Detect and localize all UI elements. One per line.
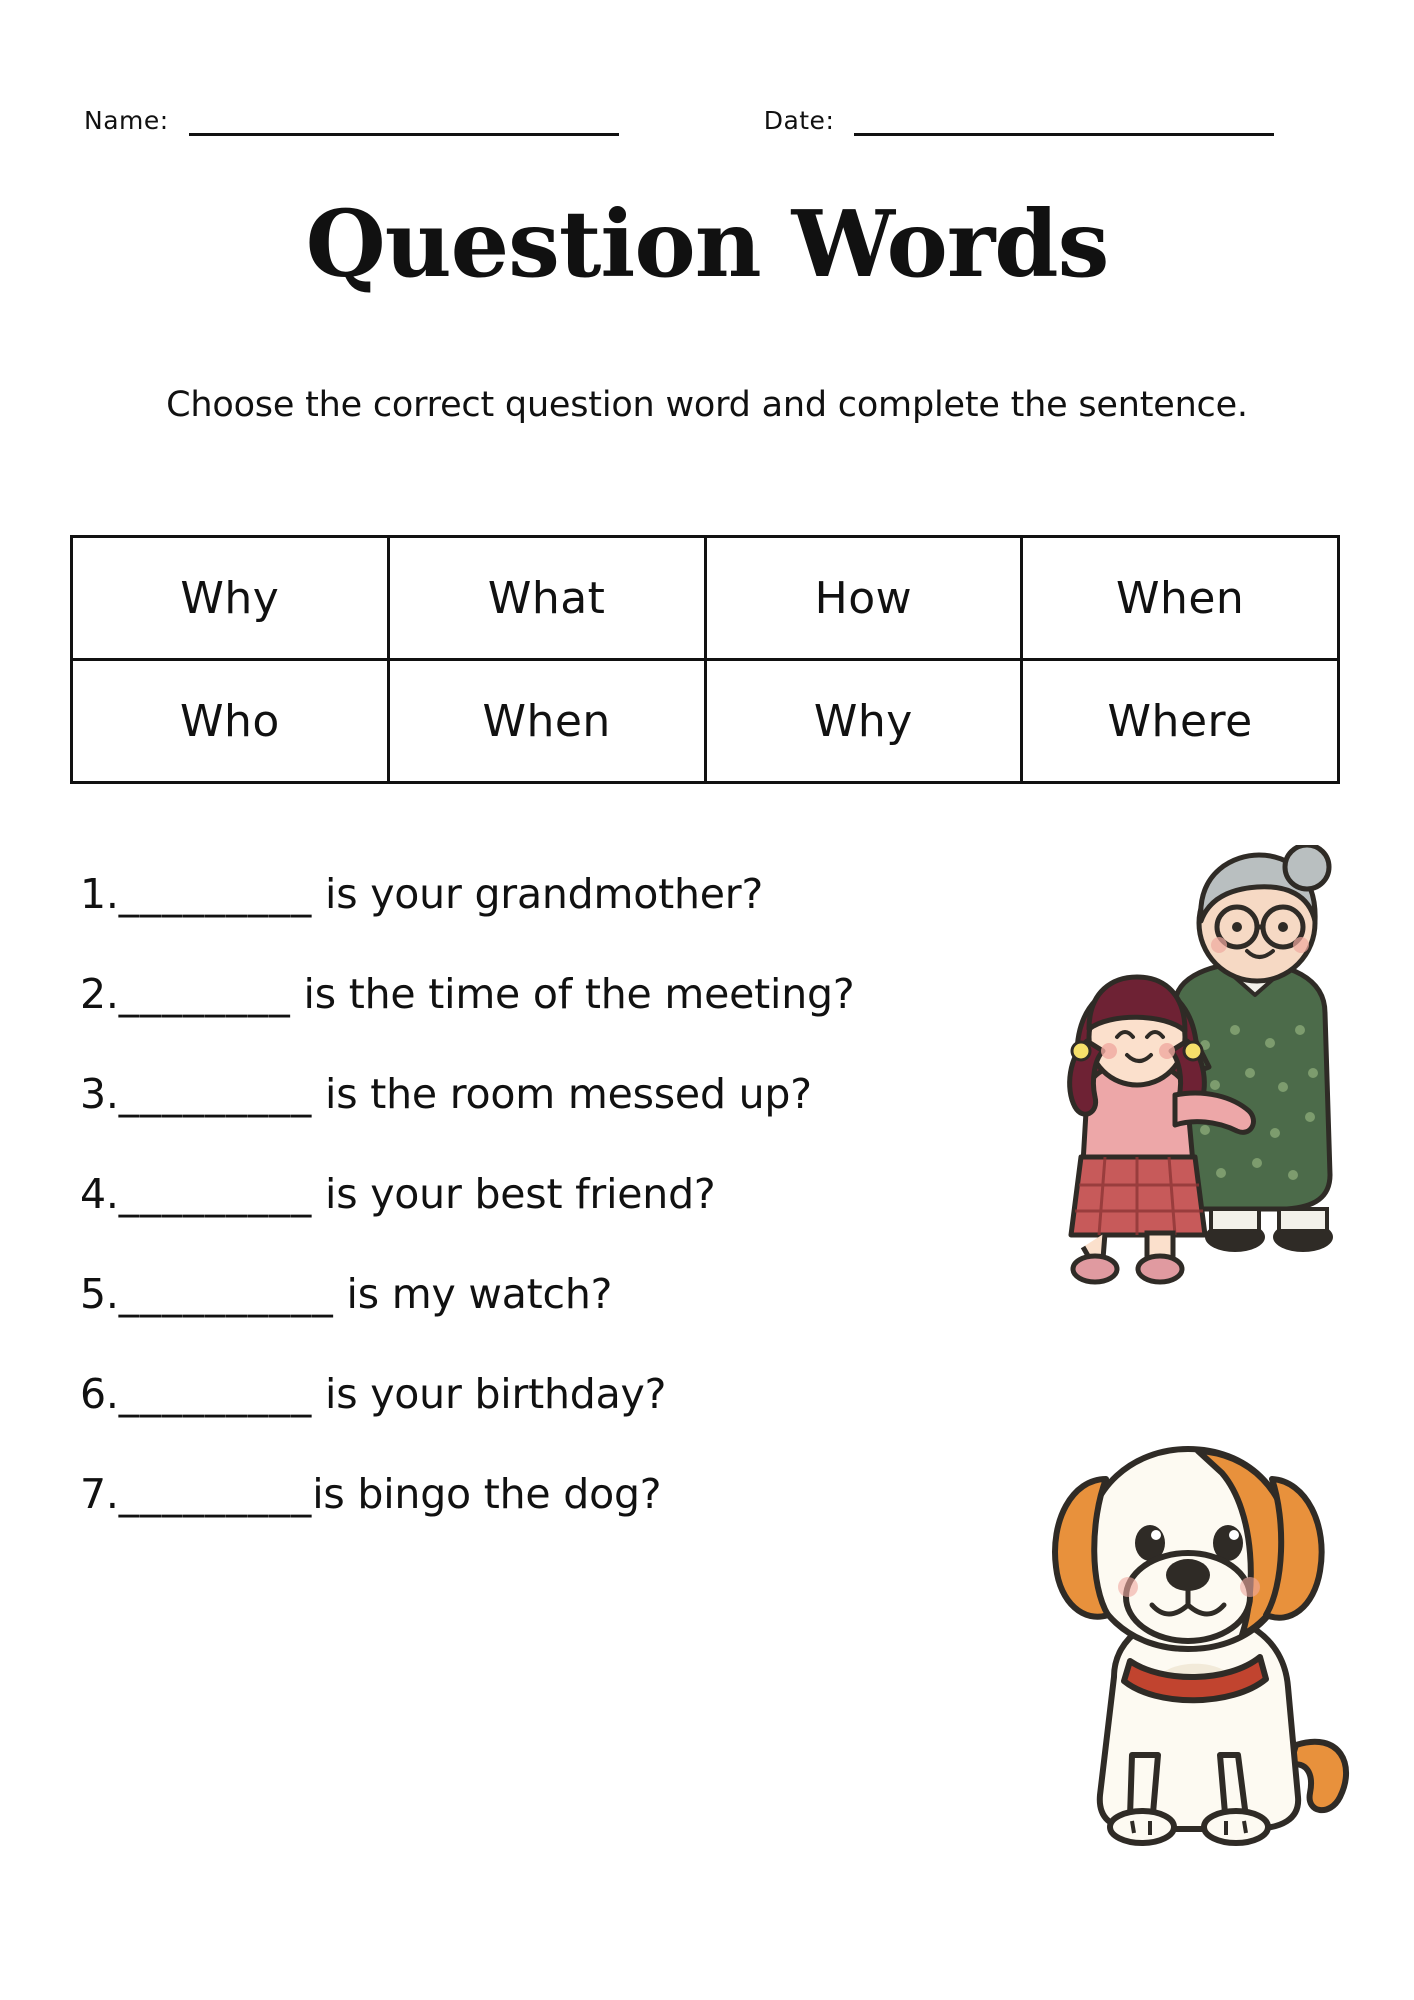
answer-blank[interactable]: _________ <box>118 870 313 918</box>
question-text: is your grandmother? <box>312 870 764 918</box>
list-item <box>80 1470 1080 1518</box>
list-item <box>80 1370 1080 1418</box>
date-input-line[interactable] <box>854 107 1274 136</box>
instruction-text: Choose the correct question word and complete the sentence. <box>166 385 1248 425</box>
list-item <box>80 870 1080 918</box>
question-text: is my watch? <box>333 1270 613 1318</box>
date-label: Date: <box>763 106 835 135</box>
question-text: is your birthday? <box>312 1370 667 1418</box>
question-text: is the room messed up? <box>312 1070 812 1118</box>
question-number: 3. <box>80 1070 119 1118</box>
answer-blank[interactable]: _________ <box>118 1370 313 1418</box>
question-text: is bingo the dog? <box>312 1470 662 1518</box>
answer-blank[interactable]: _________ <box>118 1170 313 1218</box>
answer-blank[interactable]: ________ <box>118 970 291 1018</box>
question-number: 2. <box>80 970 119 1018</box>
page-title: Question Words <box>305 190 1109 298</box>
question-number: 5. <box>80 1270 119 1318</box>
list-item <box>80 1070 1080 1118</box>
word-bank-cell[interactable]: What <box>388 537 705 660</box>
grandmother-and-girl-illustration <box>1025 845 1355 1285</box>
question-text: is the time of the meeting? <box>290 970 855 1018</box>
word-bank-cell[interactable]: When <box>388 660 705 783</box>
word-bank-cell[interactable]: Where <box>1022 660 1339 783</box>
answer-blank[interactable]: _________ <box>118 1070 313 1118</box>
word-bank-cell[interactable]: How <box>705 537 1022 660</box>
question-number: 1. <box>80 870 119 918</box>
word-bank-cell[interactable]: Why <box>705 660 1022 783</box>
word-bank-table <box>70 535 1340 784</box>
table-row <box>72 537 1339 660</box>
dog-illustration <box>1010 1425 1360 1855</box>
questions-list <box>80 870 1080 1570</box>
name-field[interactable] <box>84 107 619 136</box>
table-row <box>72 660 1339 783</box>
list-item <box>80 1170 1080 1218</box>
header-fields <box>84 92 1330 136</box>
list-item <box>80 970 1080 1018</box>
date-field[interactable] <box>764 107 1275 136</box>
name-label: Name: <box>84 106 169 135</box>
word-bank-cell[interactable]: When <box>1022 537 1339 660</box>
name-input-line[interactable] <box>189 107 619 136</box>
answer-blank[interactable]: __________ <box>118 1270 334 1318</box>
question-number: 6. <box>80 1370 119 1418</box>
word-bank-cell[interactable]: Why <box>72 537 389 660</box>
word-bank-cell[interactable]: Who <box>72 660 389 783</box>
answer-blank[interactable]: _________ <box>118 1470 313 1518</box>
question-number: 7. <box>80 1470 119 1518</box>
list-item <box>80 1270 1080 1318</box>
question-text: is your best friend? <box>312 1170 716 1218</box>
question-number: 4. <box>80 1170 119 1218</box>
